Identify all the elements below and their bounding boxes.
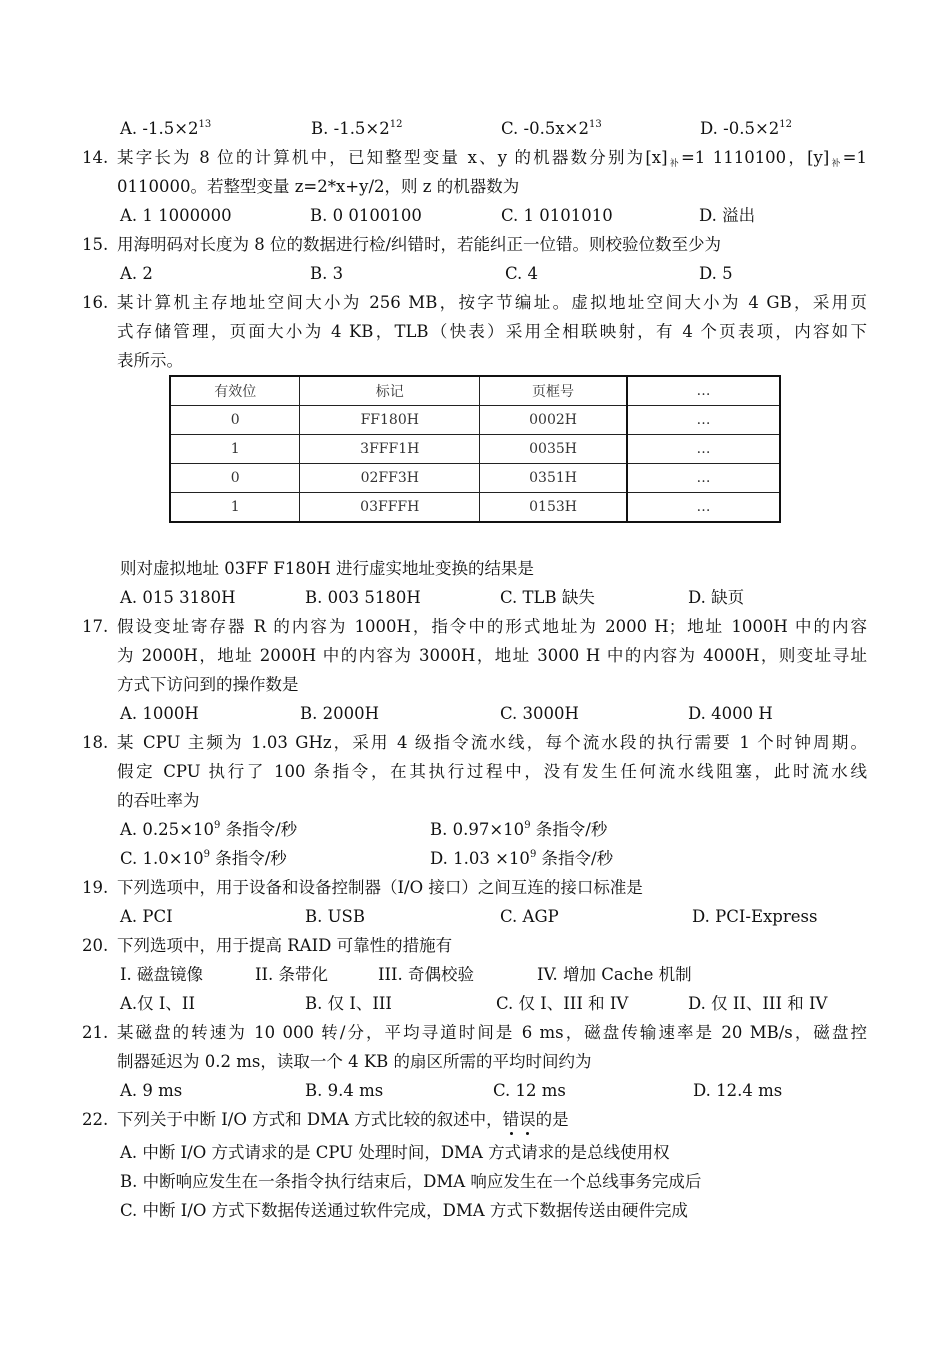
cell-tag: 02FF3H bbox=[300, 464, 480, 493]
emphasis-char: 误 bbox=[519, 1110, 536, 1129]
q17-option-c: C. 3000H bbox=[500, 704, 579, 723]
q18-option-a: A. $0.25\times 10^9$ 条指令/秒 bbox=[120, 820, 298, 839]
q21-stem-line1: 某磁盘的转速为 10 000 转/分，平均寻道时间是 6 ms，磁盘传输速率是 20 MB/s，磁盘控 bbox=[117, 1023, 867, 1042]
q14-option-c: C. 1 0101010 bbox=[501, 206, 613, 225]
q14-option-a: A. 1 1000000 bbox=[120, 206, 232, 225]
q14-stem-line1: 某字长为 8 位的计算机中，已知整型变量 x、y 的机器数分别为$[x]_补=1$ 1110100，$[y]_补=1$ bbox=[117, 148, 867, 169]
q13-option-c: C. $-0.5x\times 2^{13}$ bbox=[501, 119, 602, 138]
q20-number: 20. bbox=[82, 936, 109, 955]
q15-stem: 用海明码对长度为 8 位的数据进行检/纠错时，若能纠正一位错。则校验位数至少为 bbox=[117, 235, 722, 254]
q13-option-b: B. $-1.5\times 2^{12}$ bbox=[311, 119, 403, 138]
q18-stem-line1: 某 CPU 主频为 1.03 GHz，采用 4 级指令流水线，每个流水段的执行需要 1 个时钟周期。 bbox=[117, 733, 867, 752]
q16-stem-line2: 式存储管理，页面大小为 4 KB，TLB（快表）采用全相联映射，有 4 个页表项，内容如下 bbox=[117, 322, 867, 341]
q22-option-c: C. 中断 I/O 方式下数据传送通过软件完成，DMA 方式下数据传送由硬件完成 bbox=[120, 1201, 688, 1220]
q17-stem-line2: 为 2000H，地址 2000H 中的内容为 3000H，地址 3000 H 中的内容为 4000H，则变址寻址 bbox=[117, 646, 867, 665]
q14-stem-line2: 0110000。若整型变量 z=2*x+y/2，则 z 的机器数为 bbox=[117, 177, 520, 196]
q17-number: 17. bbox=[82, 617, 109, 636]
cell-tag: 03FFFH bbox=[300, 493, 480, 523]
q17-stem-line3: 方式下访问到的操作数是 bbox=[117, 675, 299, 694]
cell-frame: 0002H bbox=[480, 406, 627, 435]
header-valid-bit: 有效位 bbox=[170, 376, 300, 406]
q18-option-b: B. $0.97\times 10^9$ 条指令/秒 bbox=[430, 820, 608, 839]
q19-option-b: B. USB bbox=[305, 907, 365, 926]
table-row bbox=[170, 464, 780, 493]
cell-valid: 1 bbox=[170, 493, 300, 523]
table-row bbox=[170, 406, 780, 435]
cell-valid: 0 bbox=[170, 406, 300, 435]
q20-option-d: D. 仅 II、III 和 IV bbox=[688, 994, 828, 1013]
q16-number: 16. bbox=[82, 293, 109, 312]
q19-option-c: C. AGP bbox=[500, 907, 559, 926]
q15-option-a: A. 2 bbox=[120, 264, 153, 283]
q19-option-d: D. PCI-Express bbox=[692, 907, 818, 926]
q19-number: 19. bbox=[82, 878, 109, 897]
cell-ellipsis: … bbox=[627, 464, 780, 493]
q16-stem-line3: 表所示。 bbox=[117, 351, 183, 370]
q20-option-a: A.仅 I、II bbox=[120, 994, 195, 1013]
q22-option-b: B. 中断响应发生在一条指令执行结束后，DMA 响应发生在一个总线事务完成后 bbox=[120, 1172, 702, 1191]
q20-option-c: C. 仅 I、III 和 IV bbox=[496, 994, 629, 1013]
q20-option-b: B. 仅 I、III bbox=[305, 994, 392, 1013]
q20-item-4: IV. 增加 Cache 机制 bbox=[537, 965, 692, 984]
q18-stem-line2: 假定 CPU 执行了 100 条指令，在其执行过程中，没有发生任何流水线阻塞，此时流水线 bbox=[117, 762, 867, 781]
q20-item-1: I. 磁盘镜像 bbox=[120, 965, 204, 984]
table-row bbox=[170, 435, 780, 464]
cell-tag: 3FFF1H bbox=[300, 435, 480, 464]
table-row bbox=[170, 493, 780, 523]
q14-number: 14. bbox=[82, 148, 109, 167]
q18-stem-line3: 的吞吐率为 bbox=[117, 791, 200, 810]
cell-tag: FF180H bbox=[300, 406, 480, 435]
q18-number: 18. bbox=[82, 733, 109, 752]
q14-option-d: D. 溢出 bbox=[699, 206, 756, 225]
header-tag: 标记 bbox=[300, 376, 480, 406]
q17-stem-line1: 假设变址寄存器 R 的内容为 1000H，指令中的形式地址为 2000 H；地址 1000H 中的内容 bbox=[117, 617, 867, 636]
emphasis-char: 错 bbox=[502, 1110, 520, 1129]
q17-option-a: A. 1000H bbox=[120, 704, 199, 723]
cell-frame: 0351H bbox=[480, 464, 627, 493]
q14-option-b: B. 0 0100100 bbox=[310, 206, 422, 225]
q16-after-table: 则对虚拟地址 03FF F180H 进行虚实地址变换的结果是 bbox=[120, 559, 534, 578]
q16-option-d: D. 缺页 bbox=[688, 588, 745, 607]
q18-option-d: D. $1.03 \times 10^9$ 条指令/秒 bbox=[430, 849, 614, 868]
cell-ellipsis: … bbox=[627, 493, 780, 523]
table-header-row bbox=[170, 376, 780, 406]
q21-option-a: A. 9 ms bbox=[120, 1081, 183, 1100]
q21-option-b: B. 9.4 ms bbox=[305, 1081, 384, 1100]
cell-valid: 1 bbox=[170, 435, 300, 464]
q21-stem-line2: 制器延迟为 0.2 ms，读取一个 4 KB 的扇区所需的平均时间约为 bbox=[117, 1052, 592, 1071]
header-frame-number: 页框号 bbox=[480, 376, 627, 406]
cell-frame: 0035H bbox=[480, 435, 627, 464]
q17-option-d: D. 4000 H bbox=[688, 704, 773, 723]
q20-stem: 下列选项中，用于提高 RAID 可靠性的措施有 bbox=[117, 936, 453, 955]
q18-option-c: C. $1.0\times 10^9$ 条指令/秒 bbox=[120, 849, 287, 868]
q21-option-d: D. 12.4 ms bbox=[693, 1081, 783, 1100]
q15-number: 15. bbox=[82, 235, 109, 254]
q22-option-a: A. 中断 I/O 方式请求的是 CPU 处理时间，DMA 方式请求的是总线使用权 bbox=[120, 1143, 670, 1162]
q16-option-c: C. TLB 缺失 bbox=[500, 588, 595, 607]
q17-option-b: B. 2000H bbox=[300, 704, 379, 723]
tlb-table bbox=[169, 375, 781, 523]
q21-number: 21. bbox=[82, 1023, 109, 1042]
q22-number: 22. bbox=[82, 1110, 109, 1129]
q22-stem: 下列关于中断 I/O 方式和 DMA 方式比较的叙述中，错误的是 bbox=[117, 1110, 569, 1129]
q19-option-a: A. PCI bbox=[120, 907, 173, 926]
q19-stem: 下列选项中，用于设备和设备控制器（I/O 接口）之间互连的接口标准是 bbox=[117, 878, 643, 897]
header-ellipsis: … bbox=[627, 376, 780, 406]
cell-ellipsis: … bbox=[627, 435, 780, 464]
cell-ellipsis: … bbox=[627, 406, 780, 435]
cell-frame: 0153H bbox=[480, 493, 627, 523]
q13-option-a: A. $-1.5\times 2^{13}$ bbox=[120, 119, 212, 138]
q20-item-2: II. 条带化 bbox=[255, 965, 329, 984]
q21-option-c: C. 12 ms bbox=[493, 1081, 566, 1100]
q16-option-a: A. 015 3180H bbox=[120, 588, 236, 607]
cell-valid: 0 bbox=[170, 464, 300, 493]
q16-option-b: B. 003 5180H bbox=[305, 588, 421, 607]
q15-option-b: B. 3 bbox=[310, 264, 344, 283]
q15-option-d: D. 5 bbox=[699, 264, 733, 283]
q15-option-c: C. 4 bbox=[505, 264, 539, 283]
q20-item-3: III. 奇偶校验 bbox=[378, 965, 475, 984]
q13-option-d: D. $-0.5\times 2^{12}$ bbox=[700, 119, 793, 138]
q16-stem-line1: 某计算机主存地址空间大小为 256 MB，按字节编址。虚拟地址空间大小为 4 GB，采用页 bbox=[117, 293, 867, 312]
